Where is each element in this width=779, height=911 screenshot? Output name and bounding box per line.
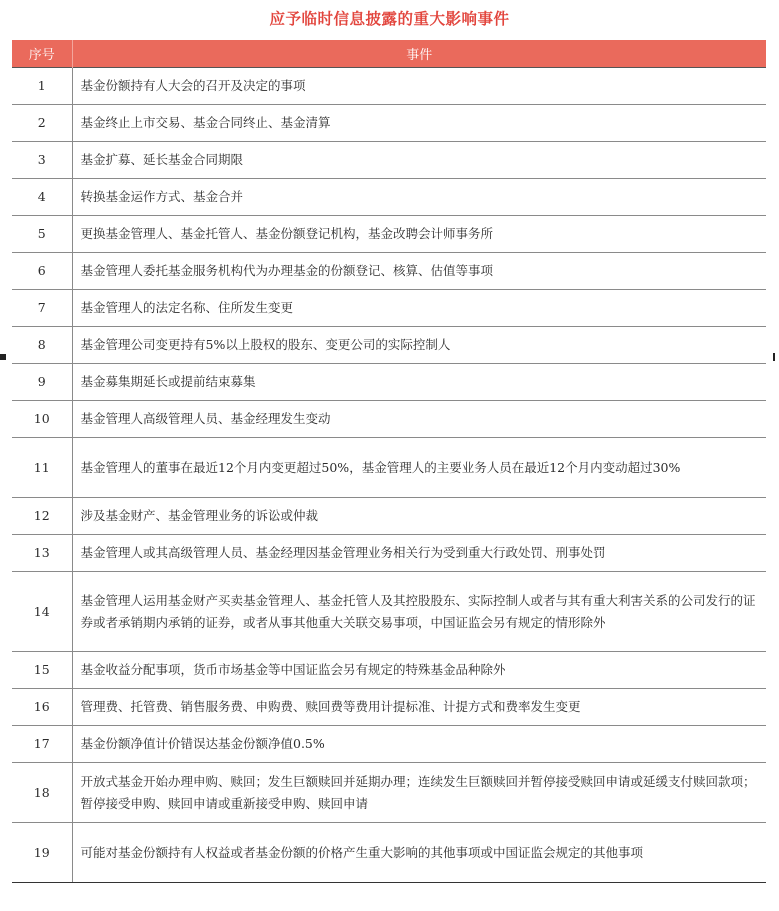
row-number: 13 — [12, 535, 72, 572]
table-row — [12, 253, 766, 290]
row-event: 更换基金管理人、基金托管人、基金份额登记机构，基金改聘会计师事务所 — [72, 216, 766, 253]
table-row — [12, 290, 766, 327]
row-number: 6 — [12, 253, 72, 290]
row-number: 2 — [12, 105, 72, 142]
table-row — [12, 689, 766, 726]
table-row — [12, 498, 766, 535]
row-number: 9 — [12, 364, 72, 401]
row-event: 开放式基金开始办理申购、赎回；发生巨额赎回并延期办理；连续发生巨额赎回并暂停接受赎回申请或延缓支付赎回款项；暂停接受申购、赎回申请或重新接受申购、赎回申请 — [72, 763, 766, 823]
row-number: 5 — [12, 216, 72, 253]
row-number: 8 — [12, 327, 72, 364]
table-row — [12, 438, 766, 498]
row-number: 10 — [12, 401, 72, 438]
row-number: 14 — [12, 572, 72, 652]
table-row — [12, 535, 766, 572]
table-row — [12, 726, 766, 763]
table-row — [12, 823, 766, 883]
row-event: 基金份额净值计价错误达基金份额净值0.5% — [72, 726, 766, 763]
table-row — [12, 142, 766, 179]
header-event: 事件 — [72, 40, 766, 68]
table-row — [12, 572, 766, 652]
row-event: 基金募集期延长或提前结束募集 — [72, 364, 766, 401]
row-number: 7 — [12, 290, 72, 327]
row-number: 16 — [12, 689, 72, 726]
row-event: 基金管理人或其高级管理人员、基金经理因基金管理业务相关行为受到重大行政处罚、刑事处罚 — [72, 535, 766, 572]
row-event: 基金管理公司变更持有5%以上股权的股东、变更公司的实际控制人 — [72, 327, 766, 364]
row-event: 基金终止上市交易、基金合同终止、基金清算 — [72, 105, 766, 142]
table-row — [12, 652, 766, 689]
row-event: 基金扩募、延长基金合同期限 — [72, 142, 766, 179]
row-number: 17 — [12, 726, 72, 763]
table-header-row — [12, 40, 766, 68]
table-title: 应予临时信息披露的重大影响事件 — [269, 10, 510, 28]
row-event: 基金管理人的法定名称、住所发生变更 — [72, 290, 766, 327]
row-event: 基金管理人高级管理人员、基金经理发生变动 — [72, 401, 766, 438]
row-number: 12 — [12, 498, 72, 535]
row-event: 基金收益分配事项，货币市场基金等中国证监会另有规定的特殊基金品种除外 — [72, 652, 766, 689]
row-event: 基金管理人的董事在最近12个月内变更超过50%，基金管理人的主要业务人员在最近12个月内变动超过30% — [72, 438, 766, 498]
row-event: 可能对基金份额持有人权益或者基金份额的价格产生重大影响的其他事项或中国证监会规定的其他事项 — [72, 823, 766, 883]
row-number: 1 — [12, 68, 72, 105]
table-row — [12, 401, 766, 438]
row-event: 转换基金运作方式、基金合并 — [72, 179, 766, 216]
row-event: 基金管理人运用基金财产买卖基金管理人、基金托管人及其控股股东、实际控制人或者与其有重大利害关系的公司发行的证券或者承销期内承销的证券，或者从事其他重大关联交易事项，中国证监会另有规定的情形除外 — [72, 572, 766, 652]
row-number: 15 — [12, 652, 72, 689]
table-row — [12, 68, 766, 105]
header-index: 序号 — [12, 40, 72, 68]
row-number: 18 — [12, 763, 72, 823]
row-event: 基金份额持有人大会的召开及决定的事项 — [72, 68, 766, 105]
table-row — [12, 216, 766, 253]
disclosure-events-table — [12, 40, 766, 883]
page-edge-mark-right — [773, 353, 775, 361]
table-row — [12, 763, 766, 823]
row-number: 4 — [12, 179, 72, 216]
row-number: 19 — [12, 823, 72, 883]
table-row — [12, 105, 766, 142]
row-event: 管理费、托管费、销售服务费、申购费、赎回费等费用计提标准、计提方式和费率发生变更 — [72, 689, 766, 726]
row-number: 3 — [12, 142, 72, 179]
page-edge-mark-left — [0, 354, 6, 360]
row-number: 11 — [12, 438, 72, 498]
row-event: 涉及基金财产、基金管理业务的诉讼或仲裁 — [72, 498, 766, 535]
table-row — [12, 364, 766, 401]
table-row — [12, 179, 766, 216]
table-row — [12, 327, 766, 364]
row-event: 基金管理人委托基金服务机构代为办理基金的份额登记、核算、估值等事项 — [72, 253, 766, 290]
